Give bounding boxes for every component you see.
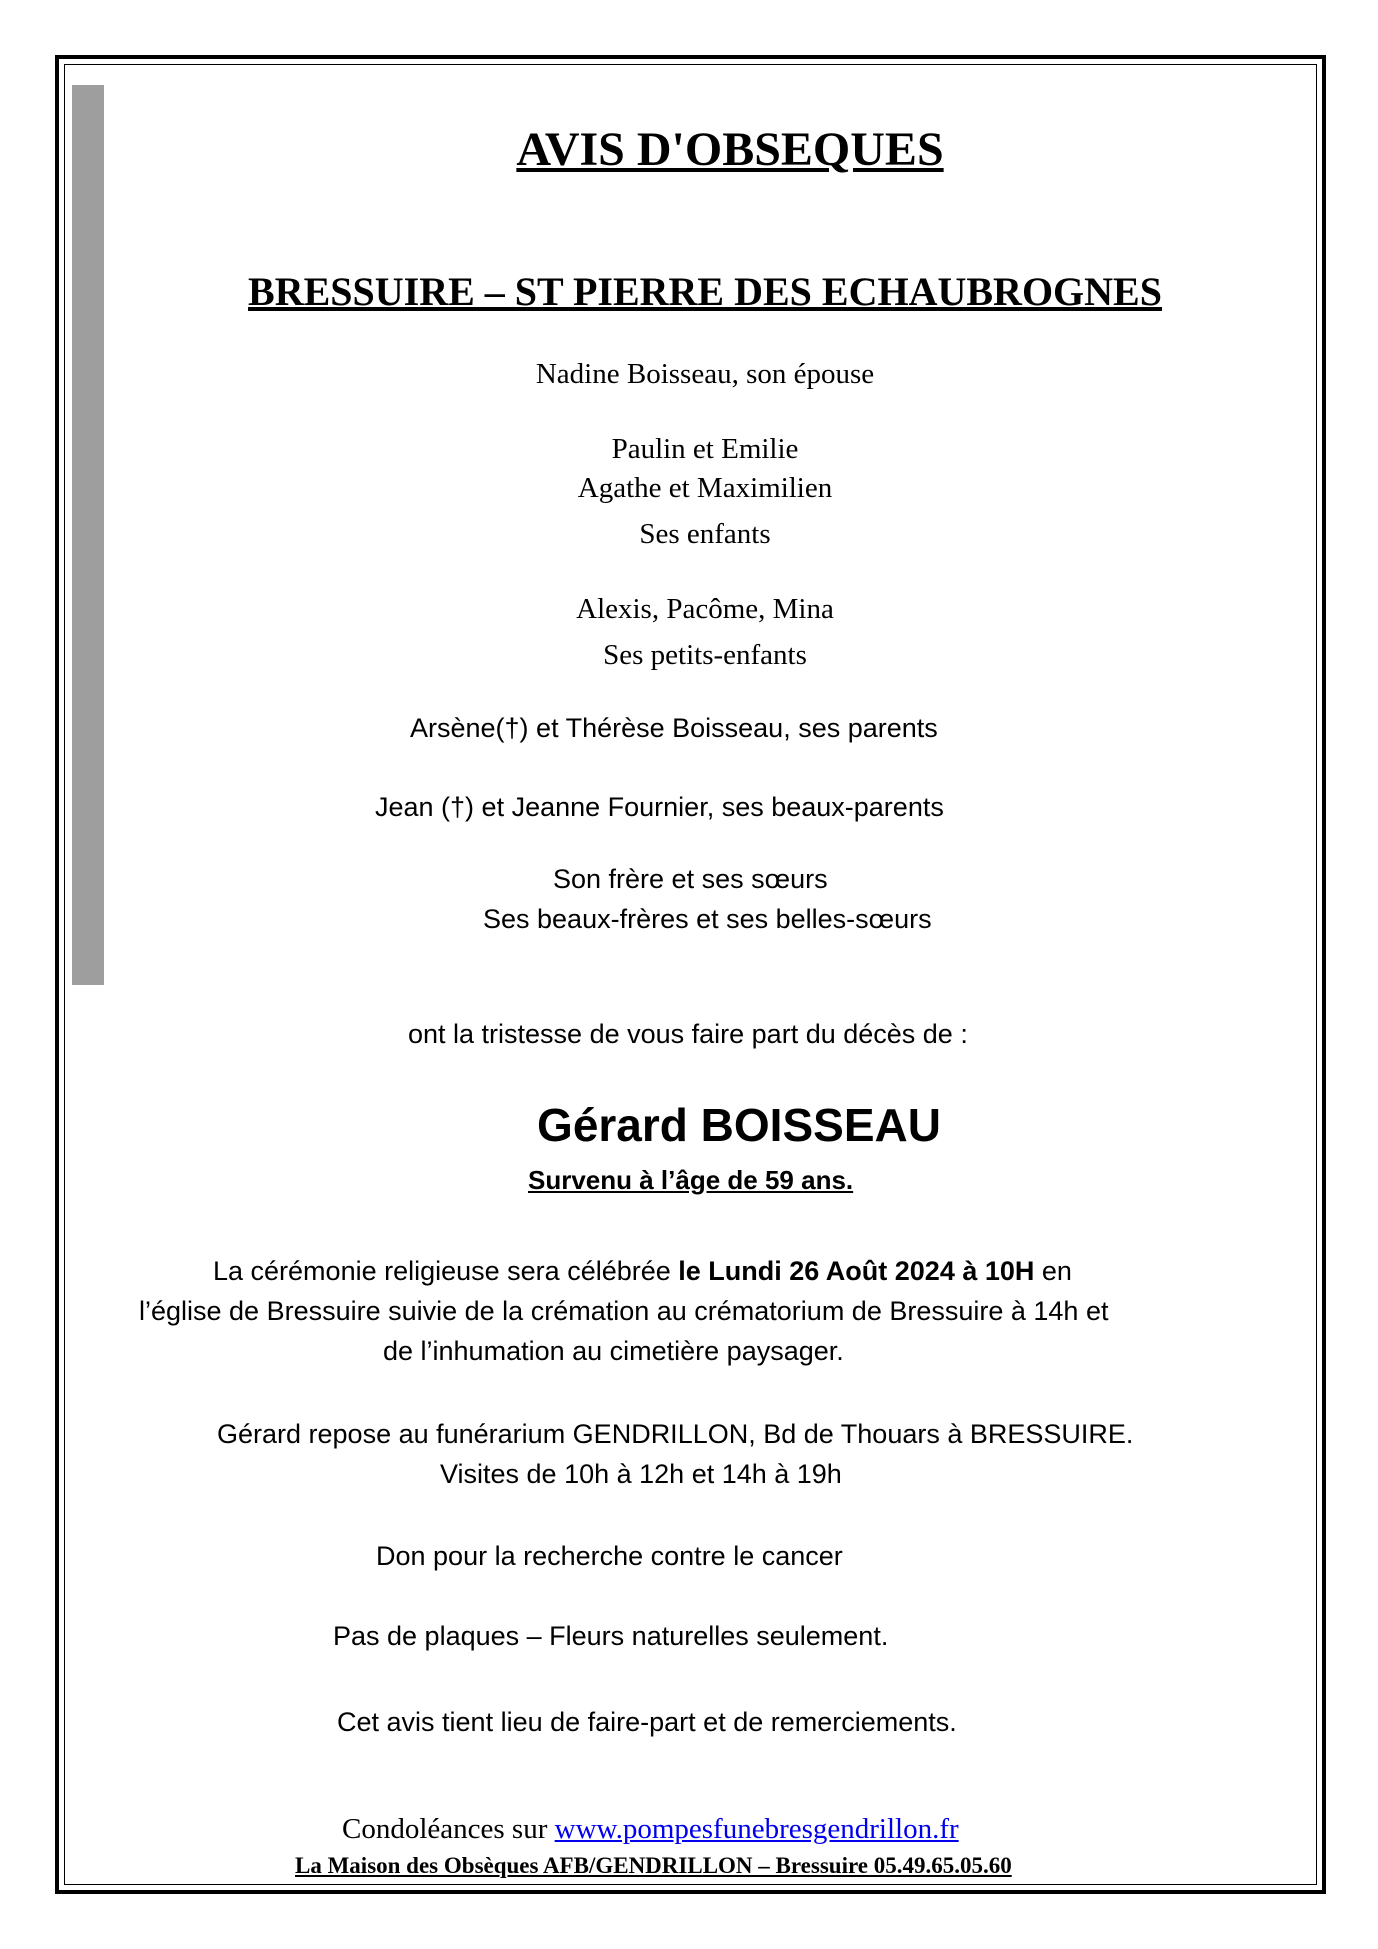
ceremony-line-1 xyxy=(213,1256,1072,1287)
visitation-line-1: Gérard repose au funérarium GENDRILLON, Bd de Thouars à BRESSUIRE. xyxy=(217,1419,1134,1449)
notice-title: AVIS D'OBSEQUES xyxy=(516,123,944,176)
parents-line: Arsène(†) et Thérèse Boisseau, ses parents xyxy=(410,713,938,743)
inner-border xyxy=(64,64,1317,1885)
siblings-in-law-line: Ses beaux-frères et ses belles-sœurs xyxy=(483,904,932,934)
donation-line: Don pour la recherche contre le cancer xyxy=(376,1541,843,1571)
children-names-2: Agathe et Maximilien xyxy=(577,472,833,504)
website-link[interactable]: www.pompesfunebresgendrillon.fr xyxy=(554,1813,959,1845)
grandchildren-label: Ses petits-enfants xyxy=(603,639,807,671)
notice-location: BRESSUIRE – ST PIERRE DES ECHAUBROGNES xyxy=(248,269,1162,314)
children-names-1: Paulin et Emilie xyxy=(611,433,799,465)
spouse-line: Nadine Boisseau, son épouse xyxy=(535,358,875,390)
grandchildren-names: Alexis, Pacôme, Mina xyxy=(576,593,834,625)
ceremony-line-2: l’église de Bressuire suivie de la crémation au crématorium de Bressuire à 14h et xyxy=(139,1296,1109,1326)
notice-note-line: Cet avis tient lieu de faire-part et de remerciements. xyxy=(337,1707,957,1737)
announcement-intro: ont la tristesse de vous faire part du décès de : xyxy=(408,1019,968,1049)
ceremony-suffix: en xyxy=(1034,1256,1072,1286)
condolences-line xyxy=(342,1813,959,1846)
flowers-line: Pas de plaques – Fleurs naturelles seulement. xyxy=(333,1621,889,1651)
children-label: Ses enfants xyxy=(639,518,771,550)
ceremony-prefix: La cérémonie religieuse sera célébrée xyxy=(213,1256,679,1286)
siblings-line: Son frère et ses sœurs xyxy=(553,864,828,894)
in-laws-line: Jean (†) et Jeanne Fournier, ses beaux-parents xyxy=(375,792,944,822)
ceremony-line-3: de l’inhumation au cimetière paysager. xyxy=(383,1336,844,1366)
funeral-home-line: La Maison des Obsèques AFB/GENDRILLON – Bressuire 05.49.65.05.60 xyxy=(295,1853,1012,1878)
condolences-prefix: Condoléances sur xyxy=(342,1813,555,1845)
deceased-name: Gérard BOISSEAU xyxy=(537,1099,941,1151)
visitation-line-2: Visites de 10h à 12h et 14h à 19h xyxy=(440,1459,842,1489)
age-line: Survenu à l’âge de 59 ans. xyxy=(528,1165,854,1195)
ceremony-date: le Lundi 26 Août 2024 à 10H xyxy=(678,1256,1035,1286)
